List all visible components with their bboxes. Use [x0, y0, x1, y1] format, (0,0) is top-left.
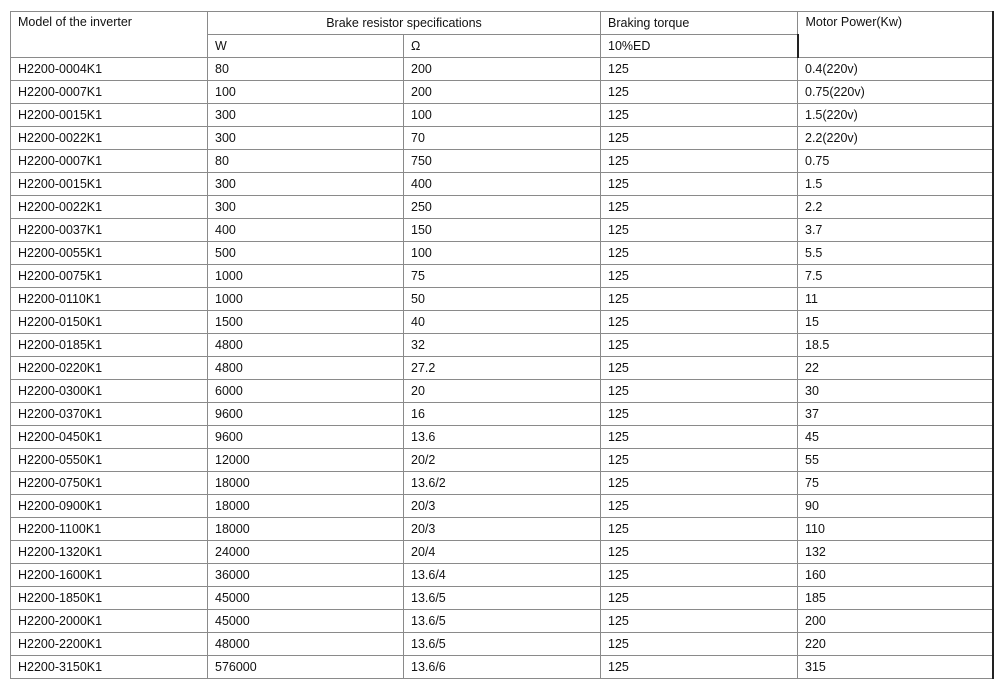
cell-watt: 300 [208, 173, 404, 196]
table-row [11, 288, 993, 311]
cell-model: H2200-0550K1 [11, 449, 208, 472]
cell-watt: 4800 [208, 357, 404, 380]
cell-power: 185 [798, 587, 993, 610]
cell-watt: 18000 [208, 518, 404, 541]
cell-power: 110 [798, 518, 993, 541]
table-row [11, 380, 993, 403]
cell-ohm: 13.6 [404, 426, 601, 449]
cell-torque: 125 [601, 173, 798, 196]
cell-watt: 4800 [208, 334, 404, 357]
table-row [11, 219, 993, 242]
cell-power: 7.5 [798, 265, 993, 288]
cell-torque: 125 [601, 656, 798, 679]
cell-watt: 80 [208, 58, 404, 81]
table-row [11, 633, 993, 656]
cell-watt: 1000 [208, 288, 404, 311]
cell-watt: 300 [208, 196, 404, 219]
cell-model: H2200-2000K1 [11, 610, 208, 633]
cell-ohm: 250 [404, 196, 601, 219]
cell-watt: 576000 [208, 656, 404, 679]
cell-power: 90 [798, 495, 993, 518]
cell-ohm: 70 [404, 127, 601, 150]
cell-ohm: 13.6/5 [404, 633, 601, 656]
table-row [11, 518, 993, 541]
cell-torque: 125 [601, 334, 798, 357]
cell-torque: 125 [601, 449, 798, 472]
table-row [11, 334, 993, 357]
cell-watt: 18000 [208, 472, 404, 495]
cell-ohm: 100 [404, 104, 601, 127]
header-braking-torque-sub: 10%ED [601, 35, 798, 58]
cell-model: H2200-0055K1 [11, 242, 208, 265]
cell-torque: 125 [601, 265, 798, 288]
cell-torque: 125 [601, 242, 798, 265]
cell-power: 0.4(220v) [798, 58, 993, 81]
cell-torque: 125 [601, 426, 798, 449]
cell-ohm: 100 [404, 242, 601, 265]
cell-ohm: 27.2 [404, 357, 601, 380]
cell-torque: 125 [601, 564, 798, 587]
table-row [11, 127, 993, 150]
cell-power: 55 [798, 449, 993, 472]
cell-watt: 1500 [208, 311, 404, 334]
cell-torque: 125 [601, 81, 798, 104]
cell-model: H2200-0750K1 [11, 472, 208, 495]
table-row [11, 81, 993, 104]
cell-torque: 125 [601, 633, 798, 656]
table-row [11, 403, 993, 426]
cell-watt: 500 [208, 242, 404, 265]
table-row [11, 104, 993, 127]
cell-power: 75 [798, 472, 993, 495]
cell-torque: 125 [601, 288, 798, 311]
cell-ohm: 13.6/2 [404, 472, 601, 495]
cell-power: 0.75 [798, 150, 993, 173]
table-row [11, 265, 993, 288]
cell-torque: 125 [601, 219, 798, 242]
header-ohm: Ω [404, 35, 601, 58]
table-row [11, 610, 993, 633]
cell-watt: 6000 [208, 380, 404, 403]
cell-model: H2200-0007K1 [11, 81, 208, 104]
cell-ohm: 32 [404, 334, 601, 357]
cell-power: 220 [798, 633, 993, 656]
cell-power: 1.5 [798, 173, 993, 196]
cell-watt: 100 [208, 81, 404, 104]
header-motor-power: Motor Power(Kw) [798, 12, 993, 58]
cell-watt: 80 [208, 150, 404, 173]
cell-torque: 125 [601, 127, 798, 150]
cell-model: H2200-0037K1 [11, 219, 208, 242]
cell-ohm: 20/2 [404, 449, 601, 472]
cell-power: 2.2 [798, 196, 993, 219]
cell-ohm: 13.6/6 [404, 656, 601, 679]
cell-power: 2.2(220v) [798, 127, 993, 150]
cell-ohm: 13.6/5 [404, 610, 601, 633]
cell-watt: 18000 [208, 495, 404, 518]
cell-power: 3.7 [798, 219, 993, 242]
cell-power: 22 [798, 357, 993, 380]
table-row [11, 173, 993, 196]
cell-power: 15 [798, 311, 993, 334]
cell-ohm: 150 [404, 219, 601, 242]
cell-torque: 125 [601, 403, 798, 426]
table-row [11, 242, 993, 265]
cell-model: H2200-0300K1 [11, 380, 208, 403]
table-row [11, 656, 993, 679]
table-row [11, 58, 993, 81]
cell-ohm: 20 [404, 380, 601, 403]
cell-ohm: 400 [404, 173, 601, 196]
cell-torque: 125 [601, 472, 798, 495]
cell-model: H2200-0110K1 [11, 288, 208, 311]
cell-model: H2200-1850K1 [11, 587, 208, 610]
cell-ohm: 200 [404, 81, 601, 104]
cell-torque: 125 [601, 196, 798, 219]
cell-model: H2200-0900K1 [11, 495, 208, 518]
cell-torque: 125 [601, 587, 798, 610]
cell-power: 1.5(220v) [798, 104, 993, 127]
table-row [11, 495, 993, 518]
cell-power: 11 [798, 288, 993, 311]
cell-model: H2200-0015K1 [11, 173, 208, 196]
cell-model: H2200-0075K1 [11, 265, 208, 288]
cell-power: 200 [798, 610, 993, 633]
cell-watt: 36000 [208, 564, 404, 587]
cell-power: 132 [798, 541, 993, 564]
cell-torque: 125 [601, 380, 798, 403]
table-row [11, 196, 993, 219]
cell-torque: 125 [601, 150, 798, 173]
cell-watt: 300 [208, 127, 404, 150]
cell-power: 45 [798, 426, 993, 449]
cell-torque: 125 [601, 311, 798, 334]
cell-model: H2200-1100K1 [11, 518, 208, 541]
cell-ohm: 13.6/5 [404, 587, 601, 610]
cell-torque: 125 [601, 541, 798, 564]
header-row [11, 12, 993, 35]
cell-watt: 400 [208, 219, 404, 242]
cell-ohm: 20/3 [404, 518, 601, 541]
table-row [11, 472, 993, 495]
cell-model: H2200-2200K1 [11, 633, 208, 656]
cell-model: H2200-0370K1 [11, 403, 208, 426]
cell-power: 315 [798, 656, 993, 679]
cell-power: 18.5 [798, 334, 993, 357]
cell-ohm: 750 [404, 150, 601, 173]
cell-ohm: 75 [404, 265, 601, 288]
cell-watt: 9600 [208, 403, 404, 426]
cell-watt: 9600 [208, 426, 404, 449]
cell-power: 5.5 [798, 242, 993, 265]
cell-model: H2200-0022K1 [11, 127, 208, 150]
header-braking-torque: Braking torque [601, 12, 798, 35]
header-brake-resistor: Brake resistor specifications [208, 12, 601, 35]
cell-ohm: 16 [404, 403, 601, 426]
cell-ohm: 20/3 [404, 495, 601, 518]
cell-model: H2200-0022K1 [11, 196, 208, 219]
cell-model: H2200-0004K1 [11, 58, 208, 81]
table-row [11, 150, 993, 173]
table-row [11, 587, 993, 610]
cell-power: 30 [798, 380, 993, 403]
cell-torque: 125 [601, 518, 798, 541]
cell-power: 37 [798, 403, 993, 426]
header-watt: W [208, 35, 404, 58]
cell-torque: 125 [601, 495, 798, 518]
cell-ohm: 200 [404, 58, 601, 81]
cell-watt: 1000 [208, 265, 404, 288]
cell-model: H2200-1600K1 [11, 564, 208, 587]
cell-watt: 24000 [208, 541, 404, 564]
cell-watt: 300 [208, 104, 404, 127]
cell-power: 160 [798, 564, 993, 587]
cell-watt: 45000 [208, 587, 404, 610]
table-row [11, 311, 993, 334]
cell-model: H2200-0015K1 [11, 104, 208, 127]
cell-ohm: 20/4 [404, 541, 601, 564]
cell-power: 0.75(220v) [798, 81, 993, 104]
brake-resistor-table [10, 11, 994, 679]
cell-torque: 125 [601, 610, 798, 633]
cell-watt: 12000 [208, 449, 404, 472]
cell-ohm: 40 [404, 311, 601, 334]
cell-model: H2200-1320K1 [11, 541, 208, 564]
cell-model: H2200-0450K1 [11, 426, 208, 449]
cell-model: H2200-0150K1 [11, 311, 208, 334]
cell-model: H2200-0185K1 [11, 334, 208, 357]
table-row [11, 541, 993, 564]
cell-ohm: 50 [404, 288, 601, 311]
header-model: Model of the inverter [11, 12, 208, 58]
cell-model: H2200-0007K1 [11, 150, 208, 173]
cell-torque: 125 [601, 357, 798, 380]
cell-torque: 125 [601, 104, 798, 127]
table-row [11, 357, 993, 380]
cell-watt: 48000 [208, 633, 404, 656]
table-row [11, 426, 993, 449]
cell-ohm: 13.6/4 [404, 564, 601, 587]
cell-watt: 45000 [208, 610, 404, 633]
cell-model: H2200-3150K1 [11, 656, 208, 679]
cell-torque: 125 [601, 58, 798, 81]
cell-model: H2200-0220K1 [11, 357, 208, 380]
table-row [11, 564, 993, 587]
table-row [11, 449, 993, 472]
